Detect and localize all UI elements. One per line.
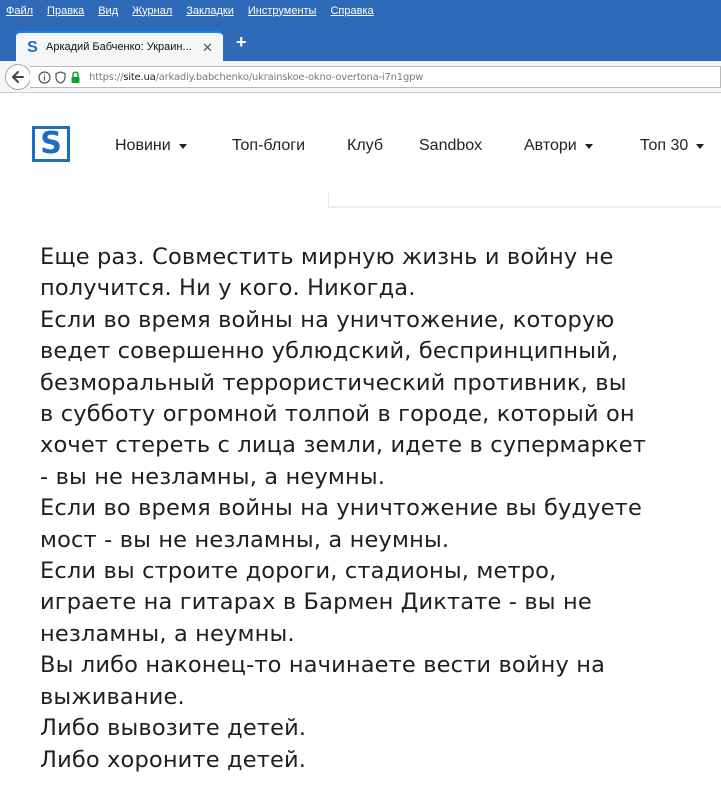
menu-help[interactable]: Справка xyxy=(330,4,374,17)
back-arrow-icon xyxy=(6,65,30,89)
nav-item-club[interactable] xyxy=(347,137,383,155)
nav-item-label: Новини xyxy=(115,137,171,154)
article-line: хочет стереть с лица земли, идете в супермаркет xyxy=(40,432,647,459)
article-line: мост - вы не незламны, а неумны. xyxy=(40,526,450,553)
back-button[interactable] xyxy=(5,64,31,90)
url-path: /arkadiy.babchenko/ukrainskoe-okno-overtona-i7n1gpw xyxy=(155,71,424,83)
tab-strip xyxy=(0,21,721,61)
nav-item-label: Автори xyxy=(524,137,577,154)
article-line: получится. Ни у кого. Никогда. xyxy=(40,275,416,302)
nav-item-sandbox[interactable] xyxy=(419,137,482,155)
url-scheme: https:// xyxy=(89,71,124,83)
article-line: в субботу огромной толпой в городе, который он xyxy=(40,401,635,428)
article-line: выживание. xyxy=(40,683,185,710)
article-line: безморальный террористический противник, вы xyxy=(40,369,627,396)
header-divider xyxy=(328,193,329,207)
nav-item-label: Топ 30 xyxy=(640,137,689,154)
chevron-down-icon xyxy=(585,144,593,149)
article-line: играете на гитарах в Бармен Диктате - вы не xyxy=(40,589,592,616)
article-line: ведет совершенно ублюдский, беспринципный, xyxy=(40,338,619,365)
browser-menubar xyxy=(0,0,721,21)
chevron-down-icon xyxy=(696,144,704,149)
site-favicon-icon: S xyxy=(27,38,38,56)
menu-view[interactable]: Вид xyxy=(98,4,119,17)
nav-item-label: Sandbox xyxy=(419,137,483,154)
article-line: Если во время войны на уничтожение, которую xyxy=(40,306,615,333)
menu-edit[interactable]: Правка xyxy=(47,4,85,17)
chevron-down-icon xyxy=(179,144,187,149)
article-line: - вы не незламны, а неумны. xyxy=(40,463,386,490)
article-line: Либо вывозите детей. xyxy=(40,715,307,742)
tab-title: Аркадий Бабченко: Украин... xyxy=(46,41,192,53)
article-line: Либо хороните детей. xyxy=(40,746,307,773)
url-bar[interactable] xyxy=(30,66,721,88)
browser-tab-active[interactable] xyxy=(16,31,223,61)
url-host: site.ua xyxy=(123,71,156,83)
menu-tools[interactable]: Инструменты xyxy=(247,4,317,17)
nav-item-top-30[interactable] xyxy=(640,137,704,155)
nav-item-authors[interactable] xyxy=(524,137,593,155)
secure-lock-icon[interactable] xyxy=(70,71,81,84)
url-text[interactable] xyxy=(89,72,423,83)
site-logo[interactable]: S xyxy=(32,126,70,162)
menu-bookmarks[interactable]: Закладки xyxy=(186,4,234,17)
info-icon[interactable] xyxy=(38,71,51,84)
nav-item-news[interactable] xyxy=(115,137,187,155)
menu-file[interactable]: Файл xyxy=(6,4,34,17)
article-line: Еще раз. Совместить мирную жизнь и войну не xyxy=(40,244,614,270)
header-divider xyxy=(328,206,721,208)
article-line: Вы либо наконец-то начинаете вести войну на xyxy=(40,652,606,679)
new-tab-button[interactable]: + xyxy=(236,32,247,52)
article-line: Если во время войны на уничтожение вы будуете xyxy=(40,495,642,522)
menu-history[interactable]: Журнал xyxy=(132,4,173,17)
close-icon[interactable]: ✕ xyxy=(202,39,213,55)
tracking-shield-icon[interactable] xyxy=(55,71,66,84)
nav-item-label: Клуб xyxy=(347,137,383,154)
article-line: незламны, а неумны. xyxy=(40,620,295,647)
nav-item-top-blogs[interactable] xyxy=(232,137,305,155)
article-line: Если вы строите дороги, стадионы, метро, xyxy=(40,558,557,585)
navigation-toolbar xyxy=(0,61,721,93)
article-body xyxy=(40,242,720,776)
nav-item-label: Топ-блоги xyxy=(232,137,306,154)
site-header xyxy=(0,93,721,210)
